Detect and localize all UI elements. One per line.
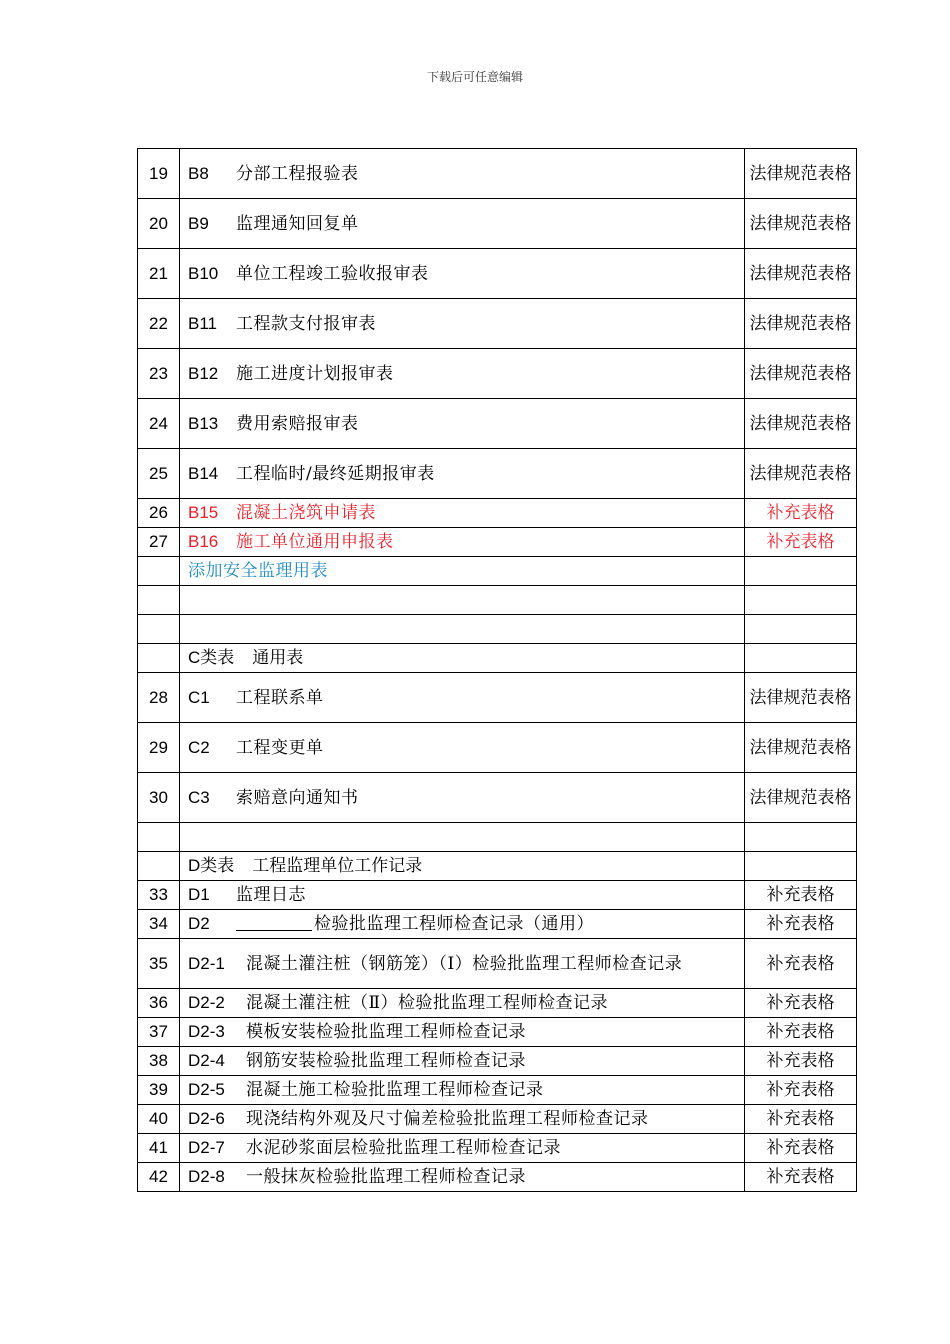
row-number: 21 <box>138 249 180 299</box>
table-row <box>138 299 857 349</box>
empty-cell <box>745 586 857 615</box>
form-name-cell <box>180 673 745 723</box>
note-cell <box>180 557 745 586</box>
form-code: D2-2 <box>188 993 225 1012</box>
form-title: 分部工程报验表 <box>236 163 359 184</box>
row-number: 26 <box>138 499 180 528</box>
form-title: 施工进度计划报审表 <box>236 363 394 384</box>
form-type: 补充表格 <box>745 1018 857 1047</box>
form-type: 法律规范表格 <box>745 299 857 349</box>
form-title: 工程临时/最终延期报审表 <box>236 463 435 484</box>
row-number-empty <box>138 557 180 586</box>
page-header: 下载后可任意编辑 <box>426 70 523 84</box>
row-number: 33 <box>138 881 180 910</box>
table-row <box>138 910 857 939</box>
form-code: D2 <box>188 914 210 933</box>
form-type: 补充表格 <box>745 1163 857 1192</box>
row-number: 24 <box>138 399 180 449</box>
form-type: 补充表格 <box>745 989 857 1018</box>
table-row <box>138 1163 857 1192</box>
form-title: 混凝土施工检验批监理工程师检查记录 <box>246 1080 544 1100</box>
row-number: 30 <box>138 773 180 823</box>
section-title-cell <box>180 644 745 673</box>
form-type: 补充表格 <box>745 528 857 557</box>
row-number: 25 <box>138 449 180 499</box>
table-row <box>138 1047 857 1076</box>
form-code: B10 <box>188 263 219 283</box>
form-name-cell <box>180 910 745 939</box>
table-row <box>138 149 857 199</box>
form-title: 混凝土灌注桩（钢筋笼）（Ⅰ）检验批监理工程师检查记录 <box>246 953 683 974</box>
table-row <box>138 449 857 499</box>
form-name-cell <box>180 939 745 989</box>
form-code: B16 <box>188 532 219 551</box>
row-number: 23 <box>138 349 180 399</box>
form-name-cell <box>180 299 745 349</box>
form-type: 补充表格 <box>745 1047 857 1076</box>
table-row-supplement <box>138 528 857 557</box>
form-title: 水泥砂浆面层检验批监理工程师检查记录 <box>246 1138 561 1158</box>
table-row-note <box>138 557 857 586</box>
section-title: 工程监理单位工作记录 <box>252 856 423 876</box>
row-number: 22 <box>138 299 180 349</box>
table-row-supplement <box>138 499 857 528</box>
empty-cell <box>138 644 180 673</box>
form-name-cell <box>180 399 745 449</box>
empty-cell <box>745 644 857 673</box>
form-title: 模板安装检验批监理工程师检查记录 <box>246 1022 526 1042</box>
empty-cell <box>180 823 745 852</box>
table-row <box>138 349 857 399</box>
form-name-cell <box>180 1163 745 1192</box>
form-type: 法律规范表格 <box>745 249 857 299</box>
section-code: D类表 <box>188 856 235 875</box>
form-name-cell <box>180 449 745 499</box>
form-name-cell <box>180 1018 745 1047</box>
empty-cell <box>745 823 857 852</box>
form-title: 工程款支付报审表 <box>236 313 376 334</box>
form-type: 补充表格 <box>745 499 857 528</box>
form-title: 监理通知回复单 <box>236 213 359 234</box>
form-code: D2-7 <box>188 1138 225 1157</box>
form-name-cell <box>180 1105 745 1134</box>
form-title: 混凝土浇筑申请表 <box>236 503 376 523</box>
form-code: C2 <box>188 737 210 757</box>
table-row <box>138 989 857 1018</box>
section-title-cell <box>180 852 745 881</box>
form-title: 检验批监理工程师检查记录（通用） <box>314 914 594 934</box>
row-number: 38 <box>138 1047 180 1076</box>
form-code: B13 <box>188 413 219 433</box>
table-row <box>138 1018 857 1047</box>
table-row <box>138 399 857 449</box>
safety-forms-note: 添加安全监理用表 <box>188 561 328 581</box>
form-name-cell <box>180 149 745 199</box>
form-title: 工程变更单 <box>236 737 324 758</box>
form-code: B15 <box>188 503 219 522</box>
empty-cell <box>180 615 745 644</box>
empty-cell <box>138 615 180 644</box>
table-row-empty <box>138 823 857 852</box>
row-number: 19 <box>138 149 180 199</box>
form-type: 法律规范表格 <box>745 199 857 249</box>
form-title: 工程联系单 <box>236 687 324 708</box>
table-row <box>138 939 857 989</box>
form-title: 现浇结构外观及尺寸偏差检验批监理工程师检查记录 <box>246 1109 649 1129</box>
table-row <box>138 1105 857 1134</box>
table-row <box>138 1076 857 1105</box>
form-name-cell <box>180 1047 745 1076</box>
form-type: 补充表格 <box>745 881 857 910</box>
row-number: 36 <box>138 989 180 1018</box>
form-type: 法律规范表格 <box>745 399 857 449</box>
form-name-cell <box>180 1076 745 1105</box>
form-code: C1 <box>188 687 210 707</box>
section-header-c <box>138 644 857 673</box>
empty-cell <box>745 852 857 881</box>
row-number: 20 <box>138 199 180 249</box>
empty-cell <box>138 852 180 881</box>
form-code: D2-8 <box>188 1167 225 1186</box>
empty-cell <box>138 586 180 615</box>
form-type: 法律规范表格 <box>745 449 857 499</box>
fill-in-blank <box>236 914 312 931</box>
form-code: D2-6 <box>188 1109 225 1128</box>
form-title: 钢筋安装检验批监理工程师检查记录 <box>246 1051 526 1071</box>
form-type: 法律规范表格 <box>745 149 857 199</box>
form-name-cell <box>180 773 745 823</box>
form-name-cell <box>180 528 745 557</box>
table-row <box>138 249 857 299</box>
form-name-cell <box>180 989 745 1018</box>
table-row <box>138 881 857 910</box>
form-name-cell <box>180 249 745 299</box>
form-title: 施工单位通用申报表 <box>236 532 394 552</box>
table-row-empty <box>138 615 857 644</box>
form-type: 补充表格 <box>745 1105 857 1134</box>
table-row <box>138 723 857 773</box>
empty-cell <box>180 586 745 615</box>
form-code: B8 <box>188 163 209 183</box>
form-title: 一般抹灰检验批监理工程师检查记录 <box>246 1167 526 1187</box>
form-title: 混凝土灌注桩（Ⅱ）检验批监理工程师检查记录 <box>246 993 609 1013</box>
empty-cell <box>138 823 180 852</box>
empty-cell <box>745 615 857 644</box>
form-code: D1 <box>188 885 210 904</box>
form-code: B12 <box>188 363 219 383</box>
row-number: 41 <box>138 1134 180 1163</box>
form-name-cell <box>180 723 745 773</box>
section-code: C类表 <box>188 648 235 667</box>
form-code: D2-1 <box>188 953 225 973</box>
form-type: 补充表格 <box>745 1134 857 1163</box>
form-title: 监理日志 <box>236 885 306 905</box>
row-number: 39 <box>138 1076 180 1105</box>
form-type: 补充表格 <box>745 939 857 989</box>
row-number: 40 <box>138 1105 180 1134</box>
form-code: D2-5 <box>188 1080 225 1099</box>
form-title: 单位工程竣工验收报审表 <box>236 263 429 284</box>
table-row <box>138 1134 857 1163</box>
row-number: 27 <box>138 528 180 557</box>
form-type: 补充表格 <box>745 1076 857 1105</box>
form-type: 法律规范表格 <box>745 673 857 723</box>
form-type: 补充表格 <box>745 910 857 939</box>
form-code: D2-3 <box>188 1022 225 1041</box>
form-code: B11 <box>188 313 217 333</box>
row-number: 42 <box>138 1163 180 1192</box>
form-code: C3 <box>188 787 210 807</box>
table-row-empty <box>138 586 857 615</box>
section-title: 通用表 <box>252 648 304 668</box>
form-type-empty <box>745 557 857 586</box>
form-code: B9 <box>188 213 209 233</box>
form-name-cell <box>180 499 745 528</box>
row-number: 34 <box>138 910 180 939</box>
form-type: 法律规范表格 <box>745 773 857 823</box>
form-code: D2-4 <box>188 1051 225 1070</box>
form-title: 索赔意向通知书 <box>236 787 359 808</box>
form-name-cell <box>180 199 745 249</box>
table-row <box>138 199 857 249</box>
form-name-cell <box>180 349 745 399</box>
row-number: 37 <box>138 1018 180 1047</box>
form-type: 法律规范表格 <box>745 723 857 773</box>
form-name-cell <box>180 1134 745 1163</box>
form-type: 法律规范表格 <box>745 349 857 399</box>
table-row <box>138 673 857 723</box>
row-number: 29 <box>138 723 180 773</box>
table-row <box>138 773 857 823</box>
row-number: 28 <box>138 673 180 723</box>
form-name-cell <box>180 881 745 910</box>
form-title: 费用索赔报审表 <box>236 413 359 434</box>
form-list-table <box>137 148 857 1192</box>
section-header-d <box>138 852 857 881</box>
row-number: 35 <box>138 939 180 989</box>
form-code: B14 <box>188 463 219 483</box>
